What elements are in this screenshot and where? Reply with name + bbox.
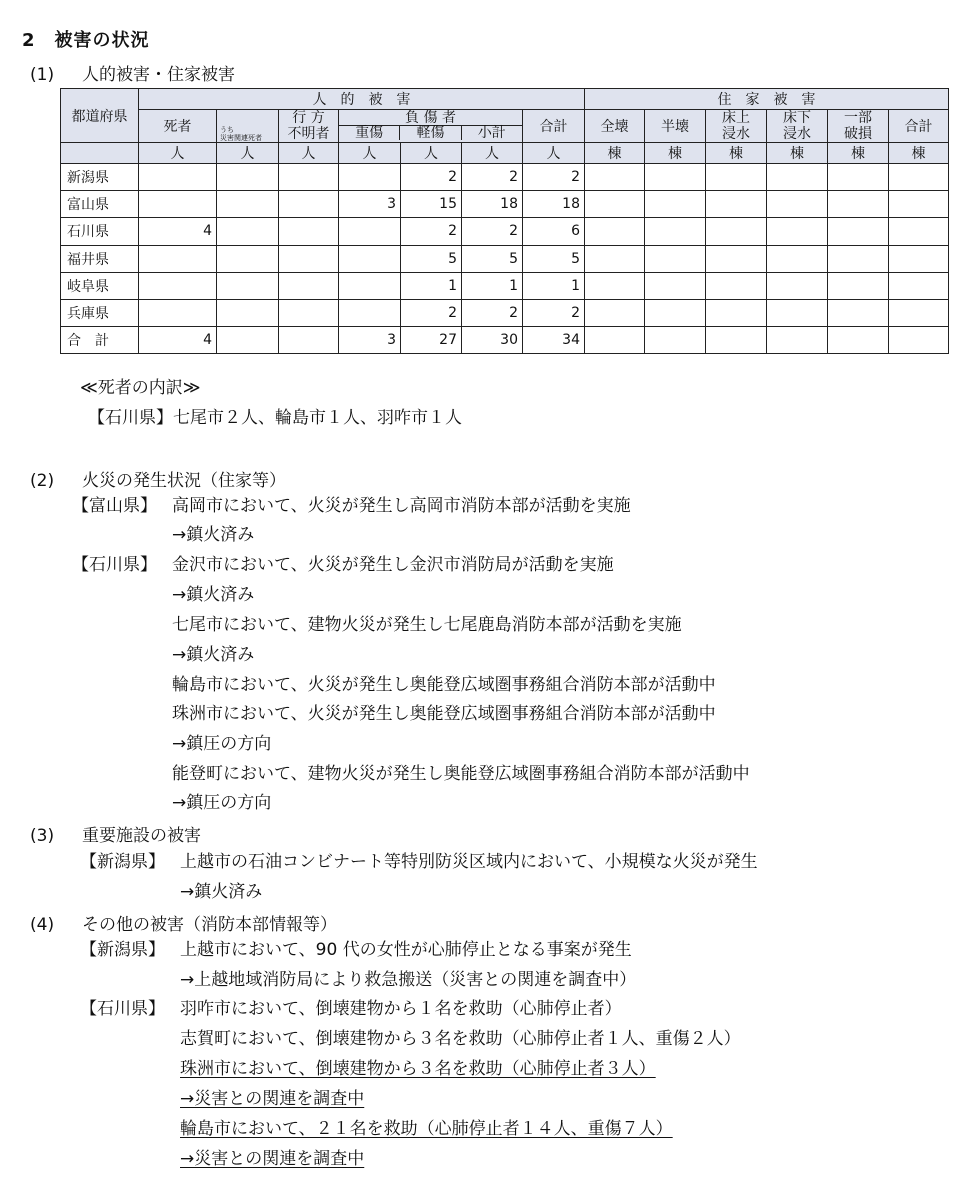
value-cell: [217, 218, 279, 245]
unit-cell: 人: [462, 143, 523, 164]
subsection-3-heading: [30, 821, 201, 846]
missing-header-line1: 行 方: [292, 110, 325, 126]
unit-cell: 棟: [828, 143, 889, 164]
subsection-4-heading: [30, 910, 337, 935]
disaster-related-deaths-header: うち 災害関連死者: [217, 110, 279, 143]
value-cell: 15: [401, 191, 462, 218]
full-collapse-header: 全壊: [585, 110, 645, 143]
other-niigata-line: 上越市において、90 代の女性が心肺停止となる事案が発生: [180, 940, 632, 960]
value-cell: [706, 299, 767, 326]
value-cell: 2: [401, 218, 462, 245]
value-cell: [706, 164, 767, 191]
unit-cell: 人: [523, 143, 585, 164]
partial-damage-header: [828, 110, 889, 143]
section-title: 2 被害の状況: [22, 30, 150, 51]
value-cell: [339, 245, 401, 272]
damage-table: [60, 88, 949, 354]
table-row: [61, 272, 949, 299]
value-cell: [585, 191, 645, 218]
fire-toyama-tag: 【富山県】: [72, 496, 157, 516]
value-cell: [889, 164, 949, 191]
partial-line1: 一部: [844, 110, 872, 126]
value-cell: [139, 245, 217, 272]
value-cell: [217, 299, 279, 326]
table-row: [61, 191, 949, 218]
injured-header: [339, 110, 523, 143]
value-cell: [279, 299, 339, 326]
subsection-2-heading: [30, 466, 286, 491]
prefecture-cell: 岐阜県: [61, 272, 139, 299]
facility-niigata-tag: 【新潟県】: [80, 852, 165, 872]
value-cell: [139, 299, 217, 326]
value-cell: [889, 218, 949, 245]
subsection-2-title: 火災の発生状況（住家等）: [82, 471, 286, 491]
fire-ishikawa-line: 輪島市において、火災が発生し奥能登広域圏事務組合消防本部が活動中: [172, 675, 716, 695]
above-floor-line2: 浸水: [722, 126, 750, 142]
value-cell: 30: [462, 327, 523, 354]
unit-cell: 棟: [889, 143, 949, 164]
value-cell: [585, 245, 645, 272]
above-floor-header: [706, 110, 767, 143]
value-cell: [139, 272, 217, 299]
prefecture-header: 都道府県: [61, 89, 139, 143]
value-cell: [889, 245, 949, 272]
missing-header-line2: 不明者: [287, 126, 330, 142]
facility-niigata-line: 上越市の石油コンビナート等特別防災区域内において、小規模な火災が発生: [180, 852, 758, 872]
missing-header: [279, 110, 339, 143]
below-floor-header: [767, 110, 828, 143]
prefecture-cell: 福井県: [61, 245, 139, 272]
deaths-header: 死者: [139, 110, 217, 143]
value-cell: [585, 327, 645, 354]
value-cell: [339, 218, 401, 245]
value-cell: [585, 218, 645, 245]
value-cell: [279, 191, 339, 218]
value-cell: [645, 327, 706, 354]
value-cell: [645, 218, 706, 245]
value-cell: 3: [339, 191, 401, 218]
half-collapse-header: 半壊: [645, 110, 706, 143]
value-cell: [585, 299, 645, 326]
value-cell: [706, 245, 767, 272]
other-ishikawa-line: 志賀町において、倒壊建物から３名を救助（心肺停止者１人、重傷２人）: [180, 1029, 741, 1049]
unit-cell: 棟: [585, 143, 645, 164]
prefecture-cell: 石川県: [61, 218, 139, 245]
other-ishikawa-line: 羽咋市において、倒壊建物から１名を救助（心肺停止者）: [180, 999, 622, 1019]
value-cell: [828, 327, 889, 354]
table-row: [61, 299, 949, 326]
value-cell: [889, 191, 949, 218]
other-ishikawa-line: →災害との関連を調査中: [180, 1149, 365, 1169]
subsection-2-number: (2): [30, 471, 55, 491]
value-cell: 4: [139, 218, 217, 245]
value-cell: 18: [462, 191, 523, 218]
value-cell: 2: [523, 164, 585, 191]
value-cell: [828, 218, 889, 245]
unit-blank: [61, 143, 139, 164]
value-cell: 2: [523, 299, 585, 326]
partial-line2: 破損: [844, 126, 872, 142]
subtotal-header: 小計: [477, 125, 506, 141]
value-cell: [339, 272, 401, 299]
table-row: [61, 218, 949, 245]
value-cell: [828, 272, 889, 299]
value-cell: [217, 245, 279, 272]
subsection-1-title: 人的被害・住家被害: [82, 65, 235, 85]
value-cell: 34: [523, 327, 585, 354]
value-cell: [706, 218, 767, 245]
value-cell: [339, 164, 401, 191]
subsection-3-title: 重要施設の被害: [82, 826, 201, 846]
other-ishikawa-tag: 【石川県】: [80, 999, 165, 1019]
house-damage-header: 住 家 被 害: [585, 89, 949, 110]
human-damage-header: 人 的 被 害: [139, 89, 585, 110]
fire-ishikawa-tag: 【石川県】: [72, 555, 157, 575]
unit-cell: 人: [139, 143, 217, 164]
value-cell: [217, 327, 279, 354]
value-cell: 3: [339, 327, 401, 354]
value-cell: [279, 164, 339, 191]
value-cell: 18: [523, 191, 585, 218]
unit-cell: 人: [217, 143, 279, 164]
table-row: [61, 327, 949, 354]
subsection-4-title: その他の被害（消防本部情報等）: [82, 915, 337, 935]
value-cell: 2: [462, 164, 523, 191]
value-cell: 5: [523, 245, 585, 272]
other-ishikawa-line: 珠洲市において、倒壊建物から３名を救助（心肺停止者３人）: [180, 1059, 656, 1079]
injured-group-label: 負 傷 者: [339, 112, 522, 126]
unit-cell: 棟: [706, 143, 767, 164]
value-cell: [706, 327, 767, 354]
value-cell: [279, 245, 339, 272]
value-cell: [828, 299, 889, 326]
prefecture-cell: 富山県: [61, 191, 139, 218]
value-cell: 6: [523, 218, 585, 245]
value-cell: 2: [462, 299, 523, 326]
value-cell: [889, 327, 949, 354]
fire-toyama-status: →鎮火済み: [172, 525, 255, 545]
value-cell: [767, 299, 828, 326]
other-niigata-line: →上越地域消防局により救急搬送（災害との関連を調査中）: [180, 970, 637, 990]
serious-header: 重傷: [339, 126, 400, 140]
other-niigata-tag: 【新潟県】: [80, 940, 165, 960]
value-cell: [767, 327, 828, 354]
value-cell: [279, 218, 339, 245]
value-cell: [645, 272, 706, 299]
prefecture-cell: 合 計: [61, 327, 139, 354]
value-cell: [767, 272, 828, 299]
fire-ishikawa-line: 七尾市において、建物火災が発生し七尾鹿島消防本部が活動を実施: [172, 615, 682, 635]
below-floor-line2: 浸水: [783, 126, 811, 142]
table-row: [61, 245, 949, 272]
value-cell: 2: [401, 299, 462, 326]
value-cell: 5: [462, 245, 523, 272]
above-floor-line1: 床上: [722, 110, 750, 126]
value-cell: 4: [139, 327, 217, 354]
value-cell: 1: [523, 272, 585, 299]
human-total-header: 合計: [523, 110, 585, 143]
value-cell: [645, 191, 706, 218]
fire-ishikawa-line: →鎮圧の方向: [172, 793, 272, 813]
value-cell: [585, 164, 645, 191]
value-cell: [706, 272, 767, 299]
value-cell: [645, 299, 706, 326]
value-cell: [139, 191, 217, 218]
value-cell: [279, 327, 339, 354]
unit-cell: 棟: [767, 143, 828, 164]
unit-cell: 人: [401, 143, 462, 164]
fire-ishikawa-line: 珠洲市において、火災が発生し奥能登広域圏事務組合消防本部が活動中: [172, 704, 716, 724]
fire-ishikawa-line: →鎮圧の方向: [172, 734, 272, 754]
fire-ishikawa-line: →鎮火済み: [172, 585, 255, 605]
value-cell: [767, 191, 828, 218]
value-cell: [585, 272, 645, 299]
injured-subheaders: [339, 126, 522, 140]
unit-cell: 棟: [645, 143, 706, 164]
table-row: [61, 164, 949, 191]
value-cell: [767, 218, 828, 245]
house-total-header: 合計: [889, 110, 949, 143]
value-cell: 2: [401, 164, 462, 191]
minor-header: 軽傷: [400, 126, 461, 140]
subsection-3-number: (3): [30, 826, 55, 846]
damage-table-body: [61, 164, 949, 354]
value-cell: [889, 272, 949, 299]
subsection-4-number: (4): [30, 915, 55, 935]
value-cell: 1: [401, 272, 462, 299]
other-ishikawa-line: →災害との関連を調査中: [180, 1089, 365, 1109]
value-cell: [828, 245, 889, 272]
subsection-1-number: (1): [30, 65, 55, 85]
value-cell: [217, 164, 279, 191]
deaths-breakdown-line: 【石川県】七尾市２人、輪島市１人、羽咋市１人: [88, 408, 462, 428]
fire-ishikawa-line: 能登町において、建物火災が発生し奥能登広域圏事務組合消防本部が活動中: [172, 764, 750, 784]
value-cell: 5: [401, 245, 462, 272]
fire-ishikawa-line: 金沢市において、火災が発生し金沢市消防局が活動を実施: [172, 555, 614, 575]
value-cell: 2: [462, 218, 523, 245]
fire-toyama-line: 高岡市において、火災が発生し高岡市消防本部が活動を実施: [172, 496, 631, 516]
value-cell: [889, 299, 949, 326]
value-cell: [645, 245, 706, 272]
value-cell: [828, 164, 889, 191]
value-cell: [767, 164, 828, 191]
value-cell: [767, 245, 828, 272]
prefecture-cell: 兵庫県: [61, 299, 139, 326]
value-cell: [279, 272, 339, 299]
value-cell: [217, 191, 279, 218]
subsection-1-heading: [30, 60, 235, 85]
value-cell: [645, 164, 706, 191]
unit-cell: 人: [279, 143, 339, 164]
value-cell: [828, 191, 889, 218]
value-cell: [706, 191, 767, 218]
value-cell: [139, 164, 217, 191]
unit-cell: 人: [339, 143, 401, 164]
value-cell: [339, 299, 401, 326]
prefecture-cell: 新潟県: [61, 164, 139, 191]
other-ishikawa-line: 輪島市において、２１名を救助（心肺停止者１４人、重傷７人）: [180, 1119, 673, 1139]
value-cell: 1: [462, 272, 523, 299]
below-floor-line1: 床下: [783, 110, 811, 126]
fire-ishikawa-line: →鎮火済み: [172, 645, 255, 665]
value-cell: [217, 272, 279, 299]
deaths-breakdown-title: ≪死者の内訳≫: [80, 378, 201, 398]
value-cell: 27: [401, 327, 462, 354]
facility-niigata-status: →鎮火済み: [180, 882, 263, 902]
